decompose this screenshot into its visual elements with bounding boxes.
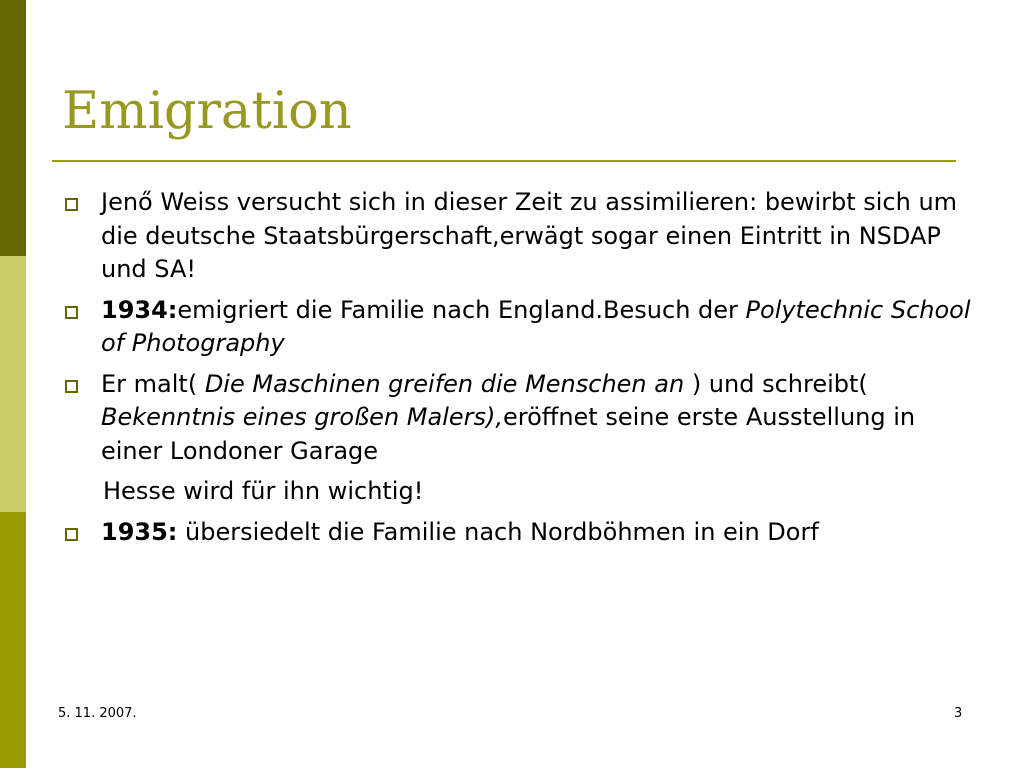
sidebar-decoration — [0, 0, 26, 768]
square-bullet-icon — [65, 528, 78, 541]
bullet-year: 1934: — [101, 295, 178, 324]
bullet-text: eröffnet seine erste Ausstellung in einer Londoner Garage — [101, 403, 916, 465]
bullet-text: Jenő Weiss versucht sich in dieser Zeit zu assimilieren: bewirbt sich um die deutsche Staatsbürgerschaft,erwägt sogar einen Eintritt in NSDAP und SA! — [101, 188, 958, 283]
sidebar-block-mid — [0, 512, 26, 768]
bullet-text: emigriert die Familie nach England.Besuch der — [177, 295, 746, 324]
title-divider — [52, 160, 956, 162]
bullet-year: 1935: — [101, 517, 178, 546]
sidebar-block-dark — [0, 0, 26, 256]
bullet-text: übersiedelt die Familie nach Nordböhmen in ein Dorf — [177, 517, 819, 546]
bullet-text: ) und schreibt( — [684, 369, 868, 398]
square-bullet-icon — [65, 306, 78, 319]
bullet-item — [60, 186, 980, 287]
square-bullet-icon — [65, 198, 78, 211]
sub-line: Hesse wird für ihn wichtig! — [103, 477, 424, 505]
bullet-item — [60, 294, 980, 361]
footer-page-number: 3 — [954, 706, 963, 721]
bullet-italic: Die Maschinen greifen die Menschen an — [204, 369, 685, 398]
footer-date: 5. 11. 2007. — [58, 706, 137, 721]
square-bullet-icon — [65, 380, 78, 393]
slide-title: Emigration — [62, 82, 352, 141]
bullet-item — [60, 368, 980, 469]
bullet-text: Er malt( — [101, 369, 205, 398]
slide-content — [60, 186, 980, 556]
bullet-italic: Polytechnic School of Photography — [101, 295, 971, 357]
bullet-item — [60, 516, 980, 550]
bullet-italic: Bekenntnis eines großen Malers), — [101, 403, 503, 431]
sidebar-block-light — [0, 256, 26, 512]
